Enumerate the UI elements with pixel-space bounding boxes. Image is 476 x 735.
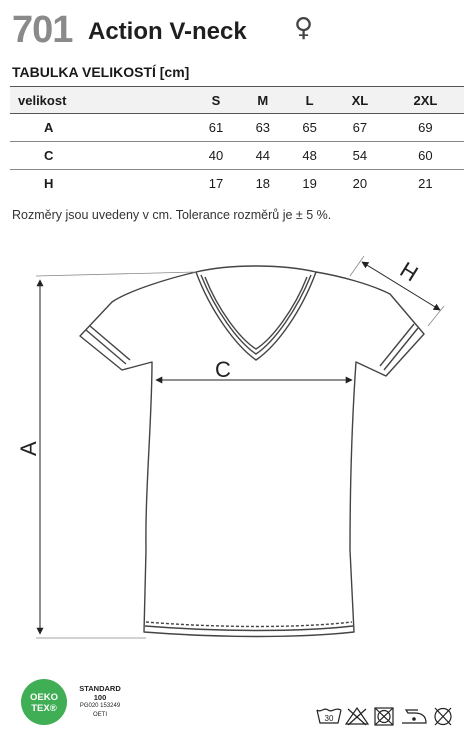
label-h: H	[395, 256, 423, 287]
column-header: L	[286, 87, 333, 114]
table-row	[10, 170, 464, 198]
table-cell: 21	[418, 176, 433, 191]
oeko-tex-logo	[20, 678, 68, 726]
standard-line1: STANDARD	[79, 684, 121, 693]
table-row	[10, 142, 464, 170]
table-cell: 44	[239, 142, 286, 170]
iron-low-icon	[402, 710, 426, 723]
table-cell: 63	[239, 114, 286, 142]
size-table	[10, 86, 464, 197]
row-label: A	[10, 114, 193, 142]
tshirt-measurement-diagram	[0, 250, 476, 660]
label-a: A	[16, 441, 41, 456]
table-cell: 48	[286, 142, 333, 170]
no-bleach-icon	[346, 708, 368, 725]
standard-line2: 100	[93, 693, 107, 702]
table-cell: 19	[302, 176, 317, 191]
oeko-logo-line1: OEKO	[30, 692, 58, 703]
wash-temp-label: 30	[324, 714, 334, 723]
table-cell: 65	[286, 114, 333, 142]
table-cell: 40	[193, 142, 240, 170]
table-row	[10, 114, 464, 142]
label-c: C	[215, 357, 231, 382]
product-code: 701	[12, 9, 73, 51]
wash-30-icon	[317, 709, 341, 723]
table-cell: 67	[333, 114, 387, 142]
product-name: Action V-neck	[88, 18, 247, 45]
column-header: M	[239, 87, 286, 114]
row-label: C	[10, 142, 193, 170]
no-dry-clean-icon	[435, 708, 451, 725]
column-header: S	[193, 87, 240, 114]
row-label: H	[44, 176, 54, 191]
table-cell: 17	[208, 176, 224, 191]
table-cell: 20	[352, 176, 368, 191]
table-cell: 60	[387, 142, 464, 170]
standard-line4: OETI	[92, 712, 107, 718]
size-table-header-row	[10, 87, 464, 114]
column-header: 2XL	[387, 87, 464, 114]
standard-100-label	[72, 684, 128, 720]
column-header: XL	[333, 87, 387, 114]
table-cell: 69	[387, 114, 464, 142]
table-cell: 54	[333, 142, 387, 170]
table-cell: 18	[255, 176, 271, 191]
tshirt-outline	[80, 266, 424, 637]
size-table-title: TABULKA VELIKOSTÍ [cm]	[12, 64, 190, 80]
female-symbol-icon: ♀	[294, 13, 314, 43]
tolerance-note: Rozměry jsou uvedeny v cm. Tolerance rozměrů je ± 5 %.	[12, 208, 332, 222]
measure-a	[36, 272, 196, 638]
oeko-logo-line2: TEX®	[31, 703, 57, 714]
care-symbols	[316, 706, 466, 726]
product-header	[12, 8, 464, 52]
column-header: velikost	[10, 87, 193, 114]
table-cell: 61	[193, 114, 240, 142]
measure-h	[350, 256, 444, 326]
standard-line3: PG020 153249	[79, 703, 121, 709]
no-tumble-dry-icon	[375, 708, 393, 725]
